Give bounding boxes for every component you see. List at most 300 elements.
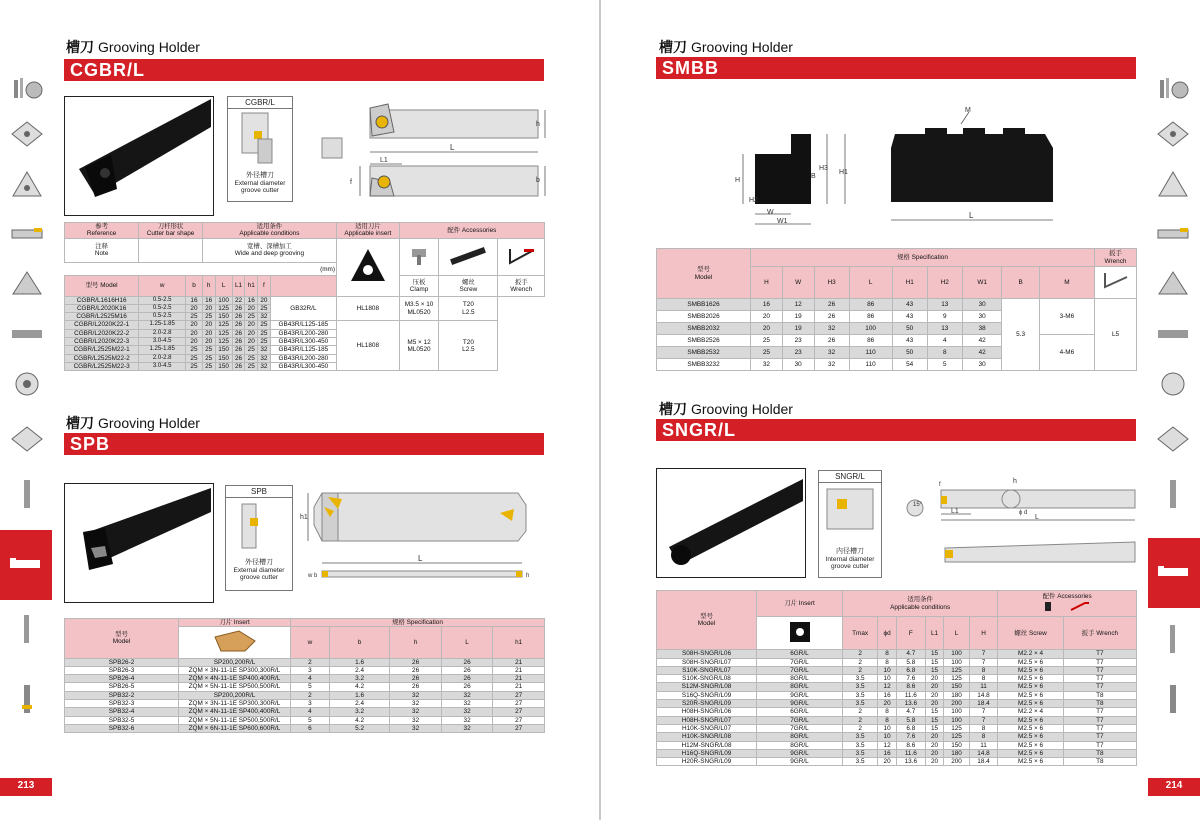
sngr-cell: T8: [1063, 749, 1136, 757]
cgbr-cell: 25: [202, 346, 215, 354]
spb-cell: 1.6: [329, 691, 390, 699]
sngr-cell: 3.5: [843, 758, 878, 766]
smbb-col-M: M: [1039, 267, 1094, 299]
cgbr-cell: 26: [232, 338, 245, 346]
table-row: [65, 700, 545, 708]
cgbr-cell: CGBR/L2525M22-3: [65, 362, 139, 370]
left-edge-icons: [0, 70, 52, 770]
sngr-reference-box: [818, 470, 882, 578]
sngr-cell: H16Q-SNGR/L09: [657, 749, 757, 757]
drill-icon: [10, 480, 44, 508]
cgbr-th-cond-en: Applicable conditions: [239, 230, 300, 238]
sngr-cell: 8.6: [896, 741, 925, 749]
cgbr-cell: 20: [186, 321, 203, 329]
smbb-cell: 42: [962, 347, 1002, 359]
cgbr-cond-en: Wide and deep grooving: [234, 250, 305, 258]
sngr-cell: 20: [925, 741, 944, 749]
sngr-cell: 200: [944, 700, 969, 708]
sngr-cell: 7GR/L: [757, 658, 843, 666]
sngr-cell: 180: [944, 691, 969, 699]
spb-cell: 32: [390, 691, 441, 699]
cgbr-product-photo: [64, 96, 214, 216]
cgbr-screw-a: [399, 296, 439, 321]
cgbr-cell: 26: [232, 321, 245, 329]
sngr-cell: 12: [878, 741, 897, 749]
sngr-cell: 8: [878, 658, 897, 666]
sngr-col-d: ϕd: [878, 617, 897, 650]
table-row: [65, 675, 545, 683]
sngr-cell: 8: [878, 650, 897, 658]
smbb-cell: SMBB2032: [657, 323, 751, 335]
spb-cell: 26: [441, 683, 492, 691]
cgbr-th-cond: [202, 223, 336, 239]
spb-cell: 3.2: [329, 708, 390, 716]
sngr-cell: 125: [944, 675, 969, 683]
sngr-cell: 12: [878, 683, 897, 691]
cgbr-cell: 26: [232, 362, 245, 370]
spb-cell: 27: [493, 724, 545, 732]
spb-cell: ZQM × 3N-11-1E SP300,300R/L: [179, 666, 291, 674]
cgbr-cell: 16: [202, 296, 215, 304]
smbb-col-H3: H3: [814, 267, 849, 299]
cgbr-reference-box: [227, 96, 293, 202]
spb-cell: 4.2: [329, 716, 390, 724]
drill-icon-right: [1156, 480, 1190, 508]
cgbr-cell: 26: [232, 329, 245, 337]
cgbr-insert-a: GB32R/L: [270, 296, 336, 321]
spb-cell: 5.2: [329, 724, 390, 732]
spb-code-bar: SPB: [64, 433, 544, 455]
smbb-cell: 4: [927, 335, 962, 347]
smbb-title-en: Grooving Holder: [691, 39, 793, 55]
spb-cell: 5: [291, 683, 330, 691]
cgbr-ref-en1: External diameter: [234, 180, 286, 187]
cgbr-dim-h: h: [536, 121, 540, 128]
smbb-cell: SMBB2526: [657, 335, 751, 347]
smbb-col-W1: W1: [962, 267, 1002, 299]
smbb-dimension-drawing: [735, 126, 855, 236]
smbb-cell: 30: [962, 359, 1002, 371]
sngr-cell: 3.5: [843, 741, 878, 749]
sngr-col-wrench: 扳手 Wrench: [1063, 617, 1136, 650]
sngr-cell: 8: [878, 708, 897, 716]
active-section-tab-right[interactable]: [1148, 538, 1200, 608]
sngr-cell: 150: [944, 683, 969, 691]
sngr-cell: 14.8: [969, 691, 998, 699]
square-insert-icon: [10, 120, 44, 148]
cgbr-cell: 150: [215, 313, 232, 321]
smbb-cell: 25: [751, 335, 783, 347]
sngr-product-photo: [656, 468, 806, 578]
sngr-cell: 6GR/L: [757, 650, 843, 658]
sngr-th-insert: 刀片 Insert: [757, 591, 843, 617]
sngr-cell: 20: [925, 675, 944, 683]
sngr-cell: 6GR/L: [757, 708, 843, 716]
smbb-cell: 20: [751, 323, 783, 335]
cgbr-col-spacer: [270, 276, 336, 296]
sngr-cell: 7: [969, 658, 998, 666]
sngr-cell: 150: [944, 741, 969, 749]
spb-cell: 32: [441, 716, 492, 724]
cgbr-cell: 32: [258, 346, 271, 354]
spb-dim-w: w: [308, 573, 313, 579]
spb-cell: 3: [291, 700, 330, 708]
smbb-cell: SMBB2532: [657, 347, 751, 359]
smbb-cell: 26: [814, 299, 849, 311]
table-row: [657, 733, 1137, 741]
smbb-col-H2: H2: [927, 267, 962, 299]
spb-ref-title: SPB: [226, 486, 292, 498]
cgbr-note-cn: 注释: [95, 243, 109, 251]
spb-ref-diagram: [226, 498, 292, 554]
sngr-cell: T7: [1063, 666, 1136, 674]
sngr-th-acc: [998, 591, 1137, 617]
holder-icon-right: [1156, 320, 1190, 348]
table-row: [657, 658, 1137, 666]
smbb-cell: 30: [782, 359, 814, 371]
spb-cell: 26: [441, 666, 492, 674]
spb-dimension-drawing: [300, 485, 540, 585]
spb-cell: SPB32-4: [65, 708, 179, 716]
cgbr-screw-header: [439, 276, 498, 296]
spb-dim-h1: h1: [300, 514, 308, 521]
sngr-cell: 2: [843, 658, 878, 666]
table-row: [65, 321, 545, 329]
spb-cell: 2.4: [329, 700, 390, 708]
sngr-dim-d: ϕ d: [1019, 510, 1028, 516]
smbb-col-H1: H1: [892, 267, 927, 299]
smbb-cell: 20: [751, 311, 783, 323]
spb-cell: ZQM × 4N-11-1E SP400,400R/L: [179, 675, 291, 683]
spb-cell: 27: [493, 716, 545, 724]
cgbr-cell: 25: [258, 321, 271, 329]
table-row: [657, 724, 1137, 732]
cgbr-cell: 25: [245, 313, 258, 321]
sngr-cell: S10K-SNGR/L08: [657, 675, 757, 683]
spb-cell: 21: [493, 675, 545, 683]
smbb-cell: 5: [927, 359, 962, 371]
sngr-cell: H08H-SNGR/L06: [657, 708, 757, 716]
smbb-cell: 13: [927, 323, 962, 335]
cgbr-cell: 20: [202, 321, 215, 329]
cgbr-ref-cn: 外径槽刀: [246, 172, 274, 179]
sngr-cell: 15: [925, 658, 944, 666]
sngr-th-cond-en: Applicable conditions: [890, 603, 951, 611]
table-row: [657, 749, 1137, 757]
smbb-cell: 50: [892, 323, 927, 335]
cgbr-insert-b: GB43R/L125-185: [270, 321, 336, 329]
spb-col-w: w: [291, 627, 330, 658]
smbb-cell: 30: [962, 299, 1002, 311]
spb-cell: 21: [493, 683, 545, 691]
cgbr-cell: 20: [202, 338, 215, 346]
cgbr-cell: CGBR/L2020K22-1: [65, 321, 139, 329]
smbb-table-body: [657, 299, 1137, 371]
cgbr-insert-b: GB43R/L300-450: [270, 362, 336, 370]
holder-icon: [10, 320, 44, 348]
cgbr-wrench-a-line: L2.5: [462, 308, 475, 316]
cgbr-cell: 20: [245, 338, 258, 346]
cgbr-title-cn: 槽刀: [66, 39, 94, 55]
cgbr-cell: 20: [202, 304, 215, 312]
sngr-table-body: [657, 650, 1137, 766]
sngr-cell: M2.5 × 6: [998, 716, 1063, 724]
cgbr-clamp: HL1808: [337, 296, 400, 321]
spb-insert-icon: [205, 627, 265, 655]
cgbr-cell: 22: [232, 296, 245, 304]
spb-cell: 5: [291, 716, 330, 724]
spb-cell: 3: [291, 666, 330, 674]
spb-col-h: h: [390, 627, 441, 658]
cgbr-insert-icon: [348, 246, 388, 286]
cgbr-cell: CGBR/L2525M16: [65, 313, 139, 321]
sngr-cell: 2: [843, 650, 878, 658]
spb-title-en: Grooving Holder: [98, 415, 200, 431]
smbb-cell: SMBB3232: [657, 359, 751, 371]
cgbr-wrench-a: [439, 296, 498, 321]
sngr-cell: 20: [925, 733, 944, 741]
round-insert-icon-right: [1156, 370, 1190, 398]
cgbr-note-shape: [139, 238, 203, 263]
table-row: [65, 658, 545, 666]
sngr-dim-L: L: [1035, 514, 1039, 521]
sngr-th-model-en: Model: [697, 620, 716, 628]
spb-spec-table: [64, 618, 545, 733]
cgbr-cell: 25: [245, 362, 258, 370]
sngr-cell: M2.5 × 6: [998, 658, 1063, 666]
sngr-cell: 9GR/L: [757, 691, 843, 699]
sngr-col-L: L: [944, 617, 969, 650]
sngr-cell: 3.5: [843, 691, 878, 699]
sngr-cell: 6.8: [896, 724, 925, 732]
sngr-th-cond-cn: 适用条件: [907, 596, 933, 604]
cgbr-cell: CGBR/L2020K22-3: [65, 338, 139, 346]
cgbr-screw-b-line: M5 × 12: [407, 338, 431, 346]
sngr-th-acc-label: 配件 Accessories: [1042, 592, 1092, 600]
cgbr-cell: 150: [215, 346, 232, 354]
cgbr-cell: 25: [202, 354, 215, 362]
sngr-cell: T7: [1063, 650, 1136, 658]
smbb-wrench: L5: [1095, 299, 1137, 371]
cgbr-insert-b: GB43R/L300-450: [270, 338, 336, 346]
smbb-th-wrench-en: Wrench: [1104, 257, 1127, 265]
spb-col-b: b: [329, 627, 390, 658]
smbb-block-drawing: [885, 104, 1060, 229]
sngr-th-model: [657, 591, 757, 650]
sngr-section-title: [659, 399, 793, 419]
sngr-title-cn: 槽刀: [659, 401, 687, 417]
spb-cell: 32: [390, 708, 441, 716]
sngr-cell: 15: [925, 650, 944, 658]
sngr-cell: 7GR/L: [757, 666, 843, 674]
cgbr-th-ins-cn: 适用刀片: [355, 223, 381, 230]
sngr-dim-angle: 15°: [913, 502, 923, 508]
cgbr-wrench-image: [498, 238, 545, 276]
sngr-cell: 6.8: [896, 666, 925, 674]
sngr-cell: H10K-SNGR/L08: [657, 733, 757, 741]
triangle-insert-icon-right: [1156, 170, 1190, 198]
table-row: [657, 335, 1137, 347]
cgbr-cell: 1.25-1.85: [139, 346, 186, 354]
smbb-dim-H2: H2: [749, 197, 758, 204]
cgbr-col-b: b: [186, 276, 203, 296]
sngr-acc-icons: [1037, 600, 1097, 612]
cgbr-cell: 20: [258, 296, 271, 304]
sngr-cell: M2.5 × 6: [998, 733, 1063, 741]
smbb-title-cn: 槽刀: [659, 39, 687, 55]
smbb-cell: 26: [814, 335, 849, 347]
smbb-cell: 38: [962, 323, 1002, 335]
spb-th-spec: 规格 Specification: [291, 619, 545, 627]
smbb-cell: 8: [927, 347, 962, 359]
table-row: [657, 683, 1137, 691]
spb-cell: 32: [390, 716, 441, 724]
table-row: [657, 716, 1137, 724]
smbb-col-W: W: [782, 267, 814, 299]
spb-cell: 32: [441, 708, 492, 716]
cgbr-screw-image: [439, 238, 498, 276]
grooving-tab-icon-right: [1148, 538, 1200, 608]
cgbr-cell: 20: [186, 329, 203, 337]
table-row: [65, 716, 545, 724]
sngr-cell: 10: [878, 724, 897, 732]
sngr-cell: 7.6: [896, 733, 925, 741]
sngr-cell: M2.5 × 6: [998, 675, 1063, 683]
tool-set-icon: [10, 76, 44, 104]
sngr-ref-title: SNGR/L: [819, 471, 881, 483]
cgbr-cell: 25: [258, 304, 271, 312]
page-number-tab-right: [1148, 778, 1200, 796]
cgbr-cell: 25: [186, 346, 203, 354]
cgbr-insert-image: [337, 238, 400, 296]
sngr-cell: 7: [969, 650, 998, 658]
sngr-cell: 8: [969, 724, 998, 732]
cgbr-col-model: 型号 Model: [65, 276, 139, 296]
sngr-insert-image: [757, 617, 843, 650]
spb-section-title: [66, 413, 200, 433]
cgbr-cell: CGBR/L2525M22-2: [65, 354, 139, 362]
spb-dim-b: b: [314, 573, 318, 579]
spb-cell: 26: [390, 658, 441, 666]
spb-cell: 21: [493, 658, 545, 666]
spb-cell: 26: [390, 666, 441, 674]
spb-cell: 27: [493, 691, 545, 699]
cgbr-cell: 20: [202, 329, 215, 337]
sngr-insert-icon: [785, 617, 815, 647]
cgbr-wrench-b-line: T20: [462, 338, 474, 346]
sngr-cell: 14.8: [969, 749, 998, 757]
page-number-right: 214: [1165, 780, 1183, 791]
smbb-cell: 54: [892, 359, 927, 371]
sngr-cell: M2.5 × 6: [998, 758, 1063, 766]
cgbr-wrench-b-line: L2.5: [462, 345, 475, 353]
sngr-cell: 8.6: [896, 683, 925, 691]
sngr-cell: T8: [1063, 700, 1136, 708]
sngr-cell: S20R-SNGR/L09: [657, 700, 757, 708]
spb-ref-cn: 外径槽刀: [245, 559, 273, 566]
cgbr-section-title: [66, 37, 200, 57]
sngr-cell: 125: [944, 733, 969, 741]
spb-cell: 1.6: [329, 658, 390, 666]
spb-th-model: [65, 619, 179, 659]
cgbr-clamp-cn: 压板: [412, 278, 426, 286]
sngr-cell: 7: [969, 716, 998, 724]
sngr-cell: 2: [843, 716, 878, 724]
smbb-cell: 30: [962, 311, 1002, 323]
sngr-cell: 11: [969, 741, 998, 749]
sngr-cell: 5.8: [896, 658, 925, 666]
sngr-cell: 8GR/L: [757, 675, 843, 683]
sngr-cell: 7.6: [896, 675, 925, 683]
cgbr-th-shape-cn: 刀杆形状: [157, 223, 184, 230]
smbb-cell: 32: [751, 359, 783, 371]
thread-insert-icon-right: [1156, 270, 1190, 298]
cgbr-dim-f: f: [350, 179, 352, 186]
cgbr-wrench-b: [439, 321, 498, 371]
spb-cell: SP200,200R/L: [179, 658, 291, 666]
smbb-cell: 43: [892, 311, 927, 323]
diamond-insert-icon: [10, 425, 44, 453]
sngr-cell: T7: [1063, 724, 1136, 732]
sngr-cell: 9GR/L: [757, 749, 843, 757]
spb-th-insert: 刀片 Insert: [179, 619, 291, 627]
cgbr-cell: CGBR/L2525M22-1: [65, 346, 139, 354]
sngr-cell: S08H-SNGR/L07: [657, 658, 757, 666]
cgbr-note-en: Note: [94, 250, 109, 258]
cgbr-th-ref: [65, 223, 139, 239]
spb-cell: ZQM × 4N-11-1E SP400,400R/L: [179, 708, 291, 716]
cgbr-ref-en2: groove cutter: [241, 187, 279, 194]
smbb-cell: 86: [849, 299, 892, 311]
cgbr-wrench-en: Wrench: [510, 286, 533, 294]
cgbr-cell: CGBR/L2020K16: [65, 304, 139, 312]
cgbr-cell: 2.0-2.8: [139, 329, 186, 337]
spb-dim-L: L: [418, 554, 423, 563]
sngr-cell: 3.5: [843, 749, 878, 757]
cgbr-code-bar: CGBR/L: [64, 59, 544, 81]
cgbr-cell: 26: [232, 304, 245, 312]
cgbr-insert-b: GB43R/L200-280: [270, 354, 336, 362]
table-row: [657, 666, 1137, 674]
cgbr-title-en: Grooving Holder: [98, 39, 200, 55]
smbb-cell: 43: [892, 299, 927, 311]
sngr-cell: 3.5: [843, 733, 878, 741]
spb-cell: 26: [390, 675, 441, 683]
smbb-dim-M: M: [965, 107, 971, 114]
sngr-cell: M2.5 × 6: [998, 724, 1063, 732]
sngr-cell: T7: [1063, 683, 1136, 691]
cgbr-cell: 32: [258, 354, 271, 362]
cgbr-note-label: [65, 238, 139, 263]
cgbr-cell: 26: [232, 346, 245, 354]
sngr-cell: 8: [969, 666, 998, 674]
sngr-cell: M2.2 × 4: [998, 650, 1063, 658]
spb-cell: 2.4: [329, 666, 390, 674]
cgbr-dim-b: b: [536, 177, 540, 184]
spb-cell: ZQM × 6N-11-1E SP600,600R/L: [179, 724, 291, 732]
cgbr-ref-title: CGBR/L: [228, 97, 292, 109]
cgbr-cell: 3.0-4.5: [139, 338, 186, 346]
cgbr-screw-a-line: ML0520: [407, 308, 431, 316]
active-section-tab[interactable]: [0, 530, 52, 600]
sngr-cell: 100: [944, 716, 969, 724]
smbb-col-L: L: [849, 267, 892, 299]
sngr-col-F: F: [896, 617, 925, 650]
triangle-insert-icon: [10, 170, 44, 198]
cgbr-wrench-cn: 扳手: [514, 278, 528, 286]
smbb-cell: 110: [849, 359, 892, 371]
smbb-th-model-cn: 型号: [697, 266, 710, 274]
